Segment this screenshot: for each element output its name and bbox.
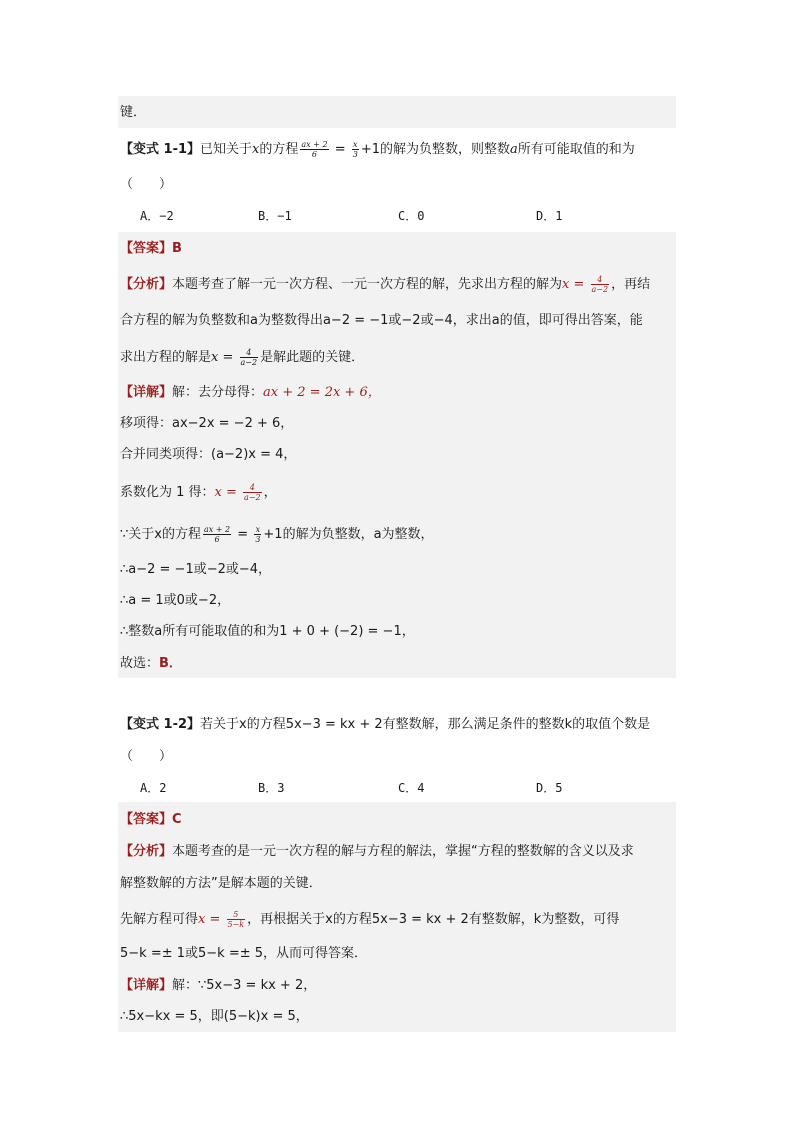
q1-analysis-line-1: 【分析】本题考查了解一元一次方程、一元一次方程的解，先求出方程的解为x = $\frac{4}{a-2}$ ，再结 bbox=[120, 275, 651, 294]
q2-detail-line-2: ∴5x−kx = 5，即(5−k)x = 5， bbox=[120, 1009, 309, 1024]
q1-option-a[interactable]: A．−2 bbox=[140, 209, 174, 223]
q1-detail-line-9: 故选：B． bbox=[120, 656, 182, 671]
q2-paren: （ ） bbox=[120, 749, 173, 764]
q1-detail-line-1: 【详解】解：去分母得：ax + 2 = 2x + 6， bbox=[120, 385, 381, 400]
q2-option-a[interactable]: A．2 bbox=[140, 781, 167, 795]
q2-analysis-line-4: 5−k =± 1或5−k =± 5，从而可得答案． bbox=[120, 946, 368, 961]
q2-answer: 【答案】C bbox=[120, 812, 182, 827]
q1-fraction-1: $\frac{ax + 2}{6}$ bbox=[301, 140, 328, 159]
q1-var-a: a bbox=[510, 142, 518, 157]
q1-analysis-line-2: 合方程的解为负整数和a为整数得出a−2 = −1或−2或−4，求出a的值，即可得出答案，能 bbox=[120, 313, 643, 328]
q1-detail-line-7: ∴a = 1或0或−2， bbox=[120, 593, 231, 608]
q1-text-d: 所有可能取值的和为 bbox=[517, 142, 635, 157]
q1-option-d[interactable]: D．1 bbox=[536, 209, 563, 223]
prev-solution-block bbox=[118, 96, 676, 128]
q2-stem bbox=[120, 716, 650, 734]
q1-detail-line-6: ∴a−2 = −1或−2或−4， bbox=[120, 562, 272, 577]
q1-detail-line-4: 系数化为 1 得：x = $\frac{4}{a-2}$ ， bbox=[120, 483, 277, 502]
q1-detail-line-3: 合并同类项得：(a−2)x = 4， bbox=[120, 447, 297, 462]
q1-text-b: 的方程 bbox=[259, 142, 299, 157]
prev-tail-text: 键． bbox=[120, 105, 147, 120]
q2-option-c[interactable]: C．4 bbox=[398, 781, 425, 795]
q1-text-a: 已知关于 bbox=[200, 142, 253, 157]
q1-answer: 【答案】B bbox=[120, 241, 182, 256]
q1-option-b[interactable]: B．−1 bbox=[258, 209, 292, 223]
q2-option-d[interactable]: D．5 bbox=[536, 781, 563, 795]
q2-analysis-line-2: 解整数解的方法”是解本题的关键． bbox=[120, 876, 322, 891]
q1-eq: = bbox=[330, 142, 350, 157]
q2-analysis-line-3: 先解方程可得x = $\frac{5}{5-k}$ ，再根据关于x的方程5x−3 = kx + 2有整数解，k为整数，可得 bbox=[120, 910, 620, 929]
q2-detail-line-1: 【详解】解：∵5x−3 = kx + 2， bbox=[120, 978, 317, 993]
q2-option-b[interactable]: B．3 bbox=[258, 781, 285, 795]
q2-text: 若关于x的方程5x−3 = kx + 2有整数解，那么满足条件的整数k的取值个数是 bbox=[200, 717, 651, 732]
q2-analysis-line-1: 【分析】本题考查的是一元一次方程的解与方程的解法，掌握“方程的整数解的含义以及求 bbox=[120, 844, 634, 859]
q1-detail-line-8: ∴整数a所有可能取值的和为1 + 0 + (−2) = −1， bbox=[120, 624, 415, 639]
q1-detail-line-2: 移项得：ax−2x = −2 + 6， bbox=[120, 416, 294, 431]
q1-text-c: +1的解为负整数，则整数 bbox=[360, 142, 510, 157]
q2-tag: 【变式 1-2】 bbox=[120, 717, 201, 732]
q1-var-x: x bbox=[252, 142, 260, 157]
q1-fraction-2: $\frac{x}{3}$ bbox=[352, 140, 358, 159]
q1-stem bbox=[120, 140, 635, 159]
q1-option-c[interactable]: C．0 bbox=[398, 209, 425, 223]
q1-paren: （ ） bbox=[120, 177, 173, 192]
q1-tag: 【变式 1-1】 bbox=[120, 142, 201, 157]
q1-detail-line-5: ∵关于x的方程 $\frac{ax + 2}{6}$ = $\frac{x}{3}$ +1的解为负整数，a为整数， bbox=[120, 525, 434, 544]
q1-analysis-line-3: 求出方程的解是x = $\frac{4}{a-2}$ 是解此题的关键． bbox=[120, 348, 365, 367]
